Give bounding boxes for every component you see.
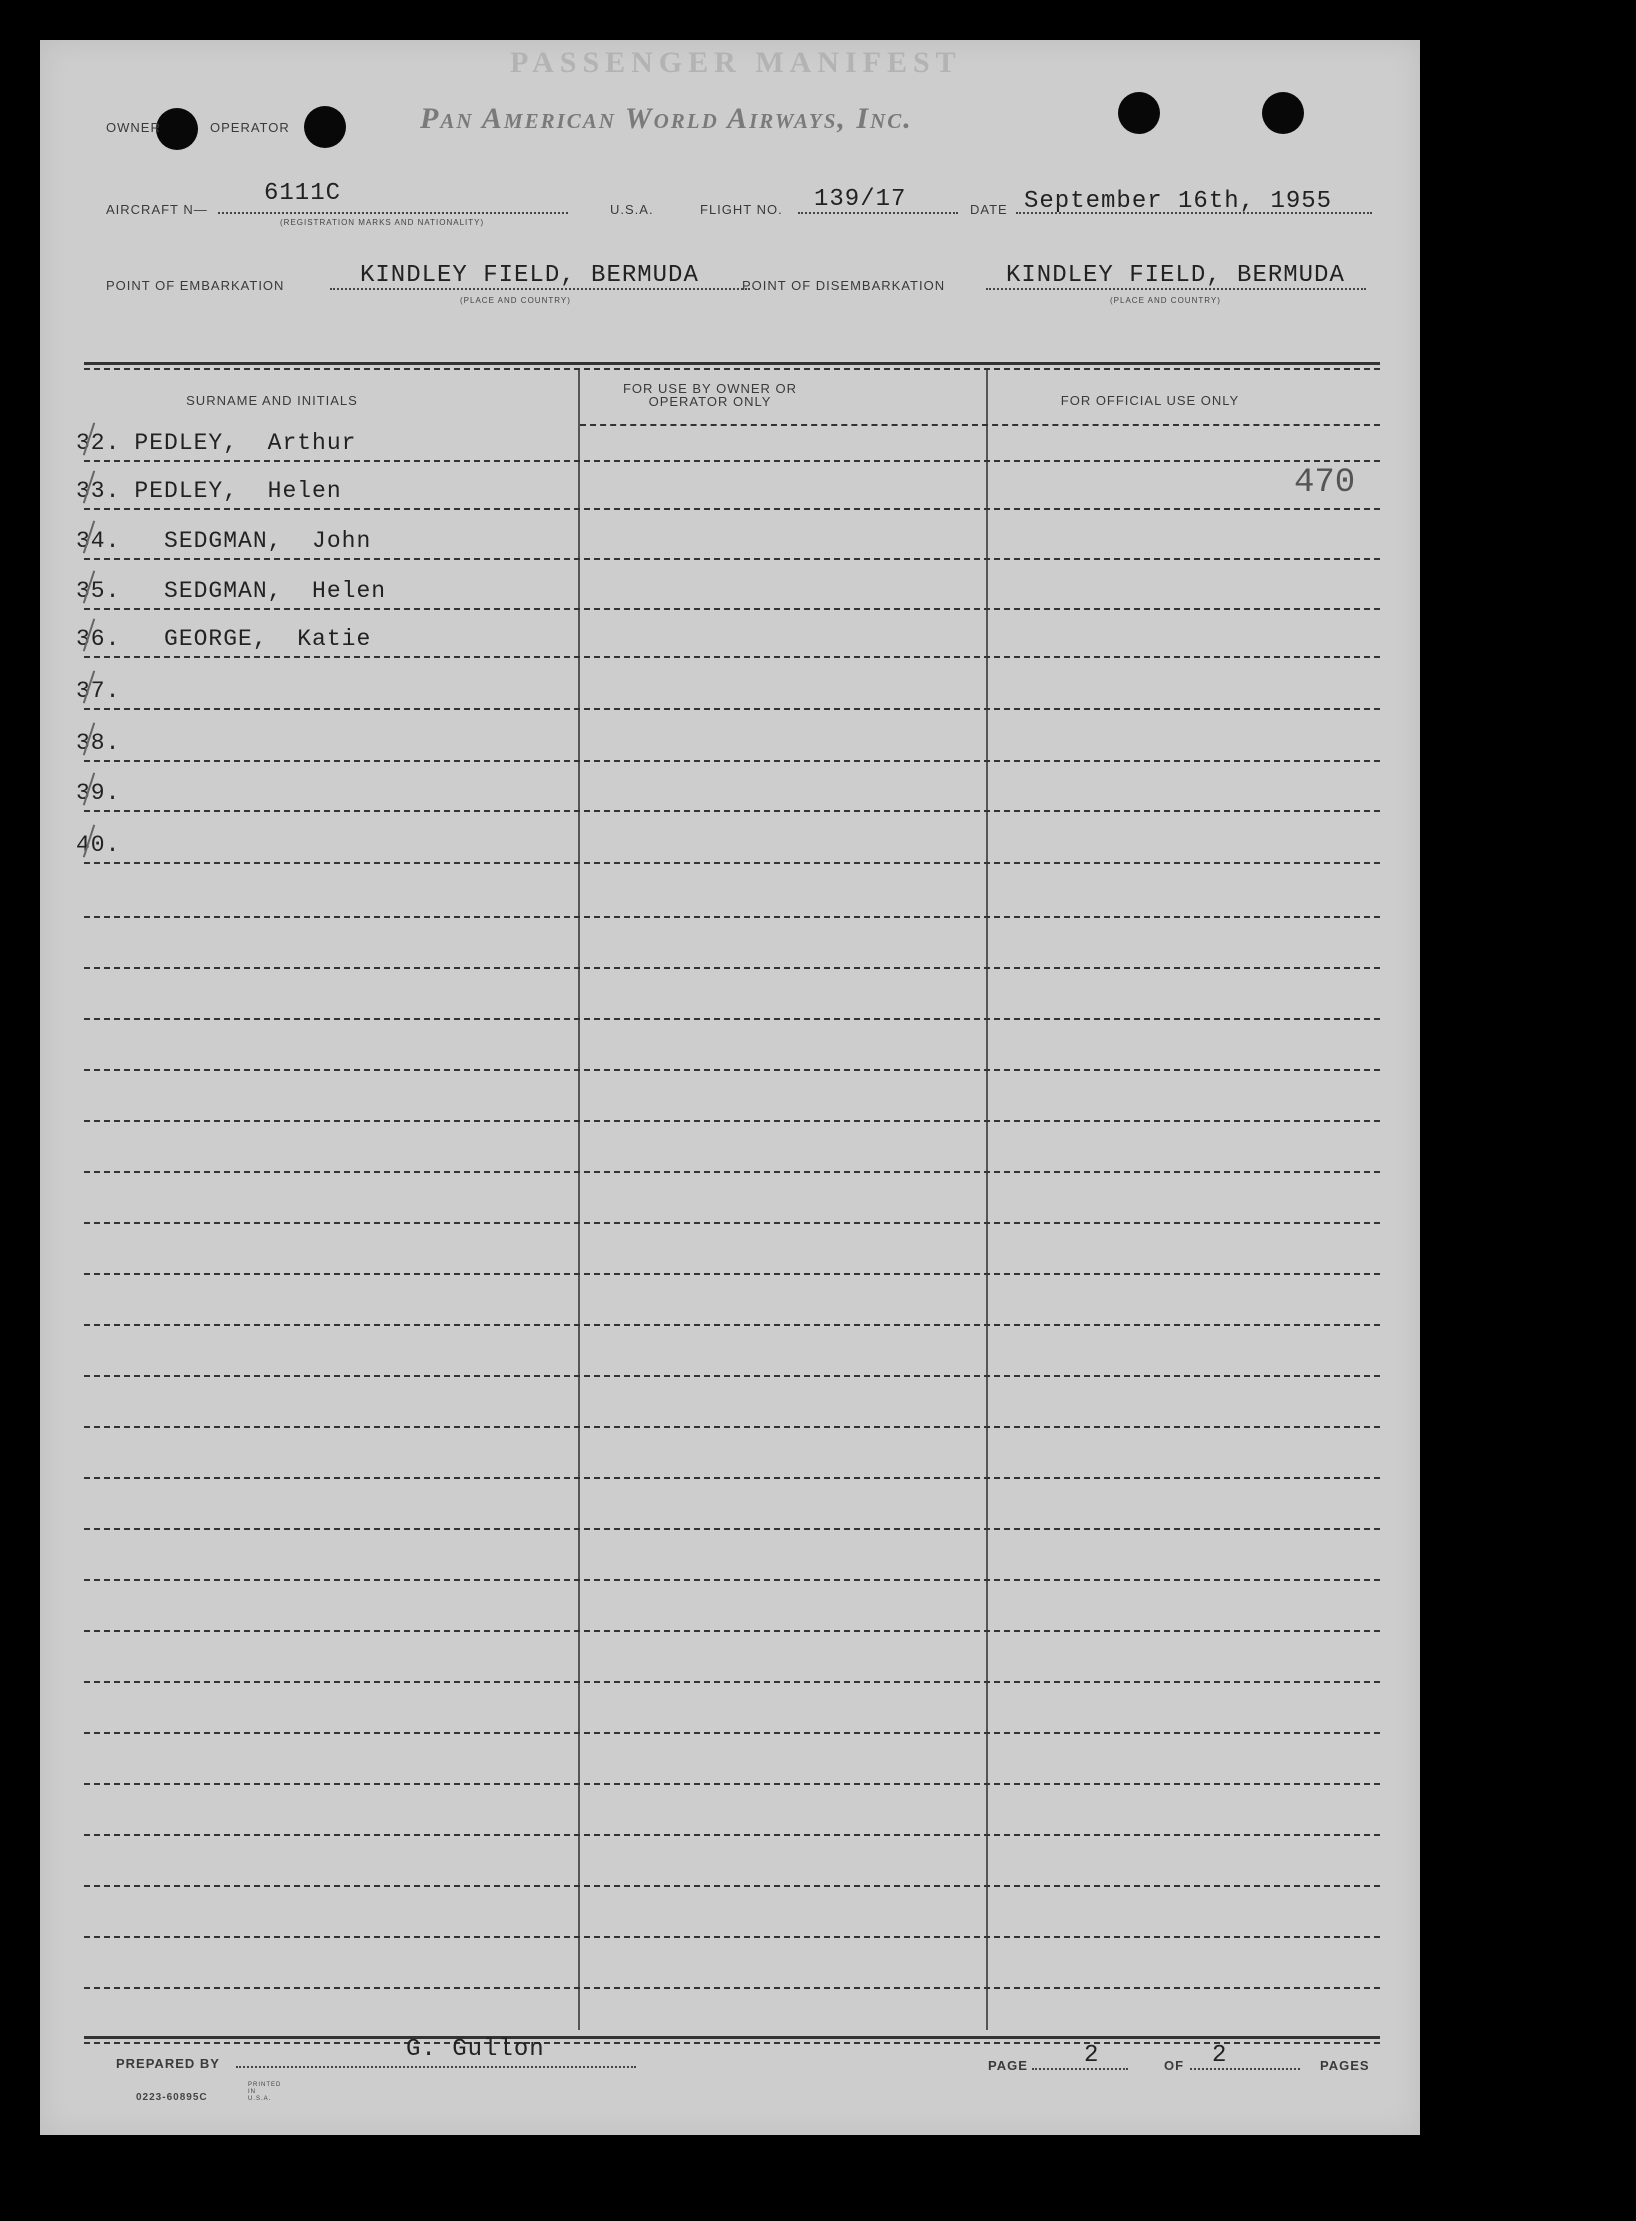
manifest-row	[76, 430, 356, 456]
ruled-line	[84, 1579, 1380, 1581]
embarkation-value: KINDLEY FIELD, BERMUDA	[360, 262, 699, 289]
manifest-row	[76, 626, 371, 652]
place-note: (PLACE AND COUNTRY)	[1110, 296, 1221, 305]
company-name: Pan American World Airways, Inc.	[420, 102, 913, 135]
date-label: DATE	[970, 202, 1008, 217]
official-mark: 470	[1294, 464, 1356, 502]
manifest-row	[76, 478, 342, 504]
ruled-line	[84, 608, 1380, 610]
ruled-line	[84, 1477, 1380, 1479]
manifest-sheet	[40, 40, 1420, 2135]
punch-hole	[304, 106, 346, 148]
of-value: 2	[1212, 2042, 1228, 2069]
column-divider	[578, 370, 580, 2030]
ruled-line	[84, 1018, 1380, 1020]
page-label: PAGE	[988, 2058, 1028, 2073]
ruled-line	[84, 1783, 1380, 1785]
passenger-name: PEDLEY, Arthur	[134, 430, 357, 456]
column-divider	[986, 370, 988, 2030]
passenger-name: SEDGMAN, John	[134, 528, 372, 554]
ruled-line	[84, 1273, 1380, 1275]
pages-label: PAGES	[1320, 2058, 1370, 2073]
ruled-line	[84, 1936, 1380, 1938]
page-value: 2	[1084, 2042, 1100, 2069]
ruled-line	[84, 656, 1380, 658]
faded-header-text: PASSENGER MANIFEST	[510, 46, 962, 79]
ruled-line	[84, 1732, 1380, 1734]
disembarkation-label: POINT OF DISEMBARKATION	[742, 278, 946, 293]
row-number: 37.	[76, 678, 121, 704]
row-number: 32.	[76, 430, 121, 456]
manifest-row	[76, 528, 371, 554]
row-number: 38.	[76, 730, 121, 756]
ruled-line	[580, 424, 1380, 426]
row-number: 39.	[76, 780, 121, 806]
ruled-line	[84, 1222, 1380, 1224]
ruled-line	[84, 508, 1380, 510]
punch-hole	[1262, 92, 1304, 134]
ruled-line	[84, 810, 1380, 812]
ruled-line	[84, 916, 1380, 918]
passenger-name: PEDLEY, Helen	[134, 478, 342, 504]
row-number: 36.	[76, 626, 121, 652]
of-label: OF	[1164, 2058, 1185, 2073]
ruled-line	[84, 1120, 1380, 1122]
ruled-line	[84, 1630, 1380, 1632]
aircraft-value: 6111C	[264, 180, 342, 207]
flight-label: FLIGHT NO.	[700, 202, 783, 217]
row-number: 33.	[76, 478, 121, 504]
column-header-official-use: FOR OFFICIAL USE ONLY	[1060, 393, 1240, 408]
column-header-surname: SURNAME AND INITIALS	[186, 393, 358, 408]
ruled-line	[84, 862, 1380, 864]
place-note: (PLACE AND COUNTRY)	[460, 296, 571, 305]
row-number: 35.	[76, 578, 121, 604]
ruled-line	[84, 967, 1380, 969]
punch-hole	[1118, 92, 1160, 134]
embarkation-label: POINT OF EMBARKATION	[106, 278, 285, 293]
usa-label: U.S.A.	[610, 202, 654, 217]
flight-value: 139/17	[814, 186, 907, 213]
row-number: 34.	[76, 528, 121, 554]
disembarkation-value: KINDLEY FIELD, BERMUDA	[1006, 262, 1345, 289]
ruled-line	[84, 1834, 1380, 1836]
row-number: 40.	[76, 832, 121, 858]
ruled-line	[84, 1681, 1380, 1683]
passenger-name: SEDGMAN, Helen	[134, 578, 387, 604]
punch-hole	[156, 108, 198, 150]
ruled-line	[84, 1171, 1380, 1173]
aircraft-label: AIRCRAFT N—	[106, 202, 208, 217]
registration-note: (REGISTRATION MARKS AND NATIONALITY)	[280, 218, 485, 227]
column-header-owner-use: FOR USE BY OWNER OR OPERATOR ONLY	[622, 381, 798, 409]
prepared-label: PREPARED BY	[116, 2056, 220, 2071]
form-code: 0223-60895C	[136, 2092, 208, 2103]
date-value: September 16th, 1955	[1024, 188, 1333, 215]
printed-note: PRINTED IN U.S.A.	[248, 2082, 282, 2102]
prepared-value: G. Gullon	[406, 2036, 545, 2063]
ruled-line	[84, 760, 1380, 762]
ruled-line	[84, 558, 1380, 560]
ruled-line	[84, 1324, 1380, 1326]
ruled-line	[84, 1528, 1380, 1530]
operator-label: OPERATOR	[210, 120, 290, 135]
manifest-row	[76, 578, 386, 604]
ruled-line	[84, 1426, 1380, 1428]
passenger-name: GEORGE, Katie	[134, 626, 372, 652]
ruled-line	[84, 1375, 1380, 1377]
owner-label: OWNER	[106, 120, 161, 135]
ruled-line	[84, 1069, 1380, 1071]
ruled-line	[84, 708, 1380, 710]
ruled-line	[84, 1885, 1380, 1887]
ruled-line	[84, 460, 1380, 462]
ruled-line	[84, 1987, 1380, 1989]
